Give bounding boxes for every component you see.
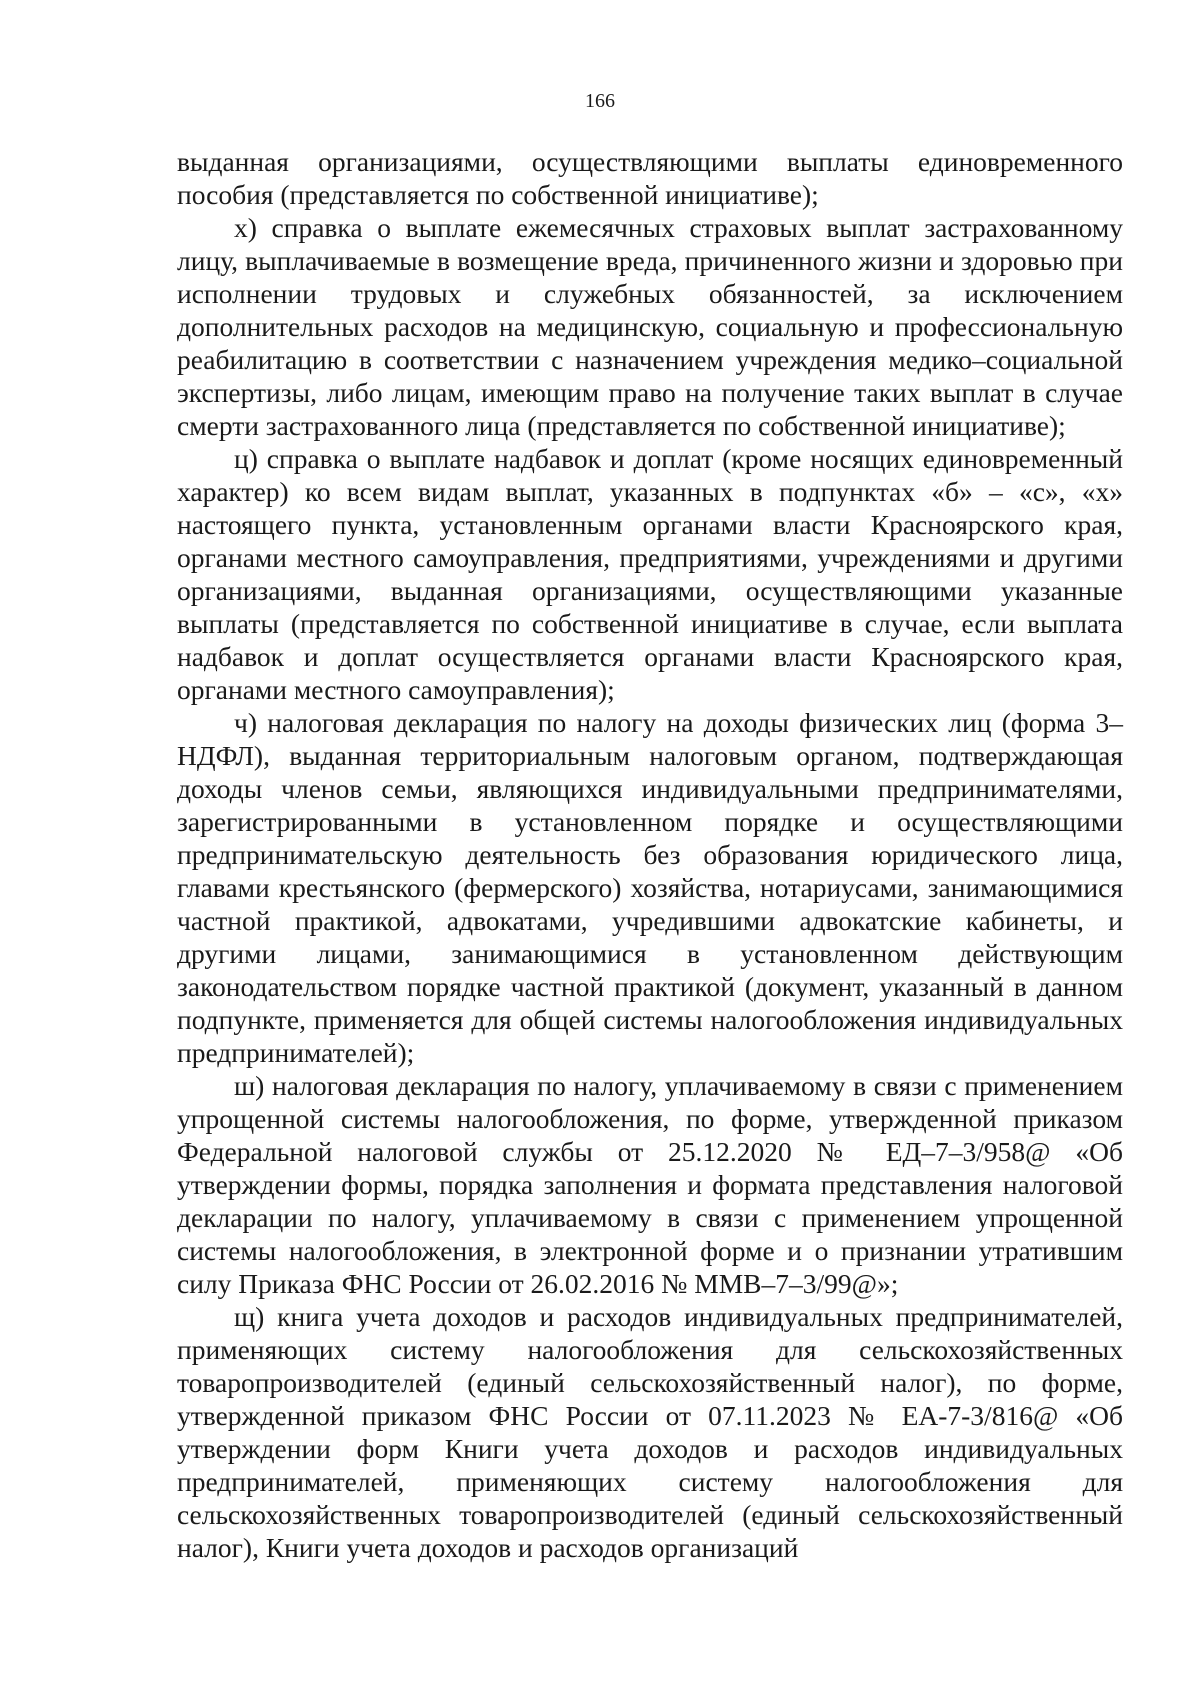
- paragraph: х) справка о выплате ежемесячных страховых выплат застрахованному лицу, выплачиваемые в возмещение вреда, причиненного жизни и здоровью при исполнении трудовых и служебных обязанностей, за исключением дополнительных расходов на медицинскую, социальную и профессиональную реабилитацию в соответствии с назначением учреждения медико–социальной экспертизы, либо лицам, имеющим право на получение таких выплат в случае смерти застрахованного лица (представляется по собственной инициативе);: [177, 212, 1123, 441]
- paragraph: выданная организациями, осуществляющими выплаты единовременного пособия (представляется по собственной инициативе);: [177, 146, 1123, 210]
- document-body: [177, 145, 1123, 1564]
- paragraph: ш) налоговая декларация по налогу, уплачиваемому в связи с применением упрощенной системы налогообложения, по форме, утвержденной приказом Федеральной налоговой службы от 25.12.2020 № ЕД–7–3/958@ «Об утверждении формы, порядка заполнения и формата представления налоговой декларации по налогу, уплачиваемому в связи с применением упрощенной системы налогообложения, в электронной форме и о признании утратившим силу Приказа ФНС России от 26.02.2016 № ММВ–7–3/99@»;: [177, 1070, 1123, 1299]
- paragraph: ч) налоговая декларация по налогу на доходы физических лиц (форма 3–НДФЛ), выданная территориальным налоговым органом, подтверждающая доходы членов семьи, являющихся индивидуальными предпринимателями, зарегистрированными в установленном порядке и осуществляющими предпринимательскую деятельность без образования юридического лица, главами крестьянского (фермерского) хозяйства, нотариусами, занимающимися частной практикой, адвокатами, учредившими адвокатские кабинеты, и другими лицами, занимающимися в установленном действующим законодательством порядке частной практикой (документ, указанный в данном подпункте, применяется для общей системы налогообложения индивидуальных предпринимателей);: [177, 707, 1123, 1068]
- page-number: 166: [585, 90, 615, 112]
- paragraph: ц) справка о выплате надбавок и доплат (кроме носящих единовременный характер) ко всем видам выплат, указанных в подпунктах «б» – «с», «х» настоящего пункта, установленным органами власти Красноярского края, органами местного самоуправления, предприятиями, учреждениями и другими организациями, выданная организациями, осуществляющими указанные выплаты (представляется по собственной инициативе в случае, если выплата надбавок и доплат осуществляется органами власти Красноярского края, органами местного самоуправления);: [177, 443, 1123, 705]
- paragraph: щ) книга учета доходов и расходов индивидуальных предпринимателей, применяющих систему налогообложения для сельскохозяйственных товаропроизводителей (единый сельскохозяйственный налог), по форме, утвержденной приказом ФНС России от 07.11.2023 № ЕА-7-3/816@ «Об утверждении форм Книги учета доходов и расходов индивидуальных предпринимателей, применяющих систему налогообложения для сельскохозяйственных товаропроизводителей (единый сельскохозяйственный налог), Книги учета доходов и расходов организаций: [177, 1301, 1123, 1563]
